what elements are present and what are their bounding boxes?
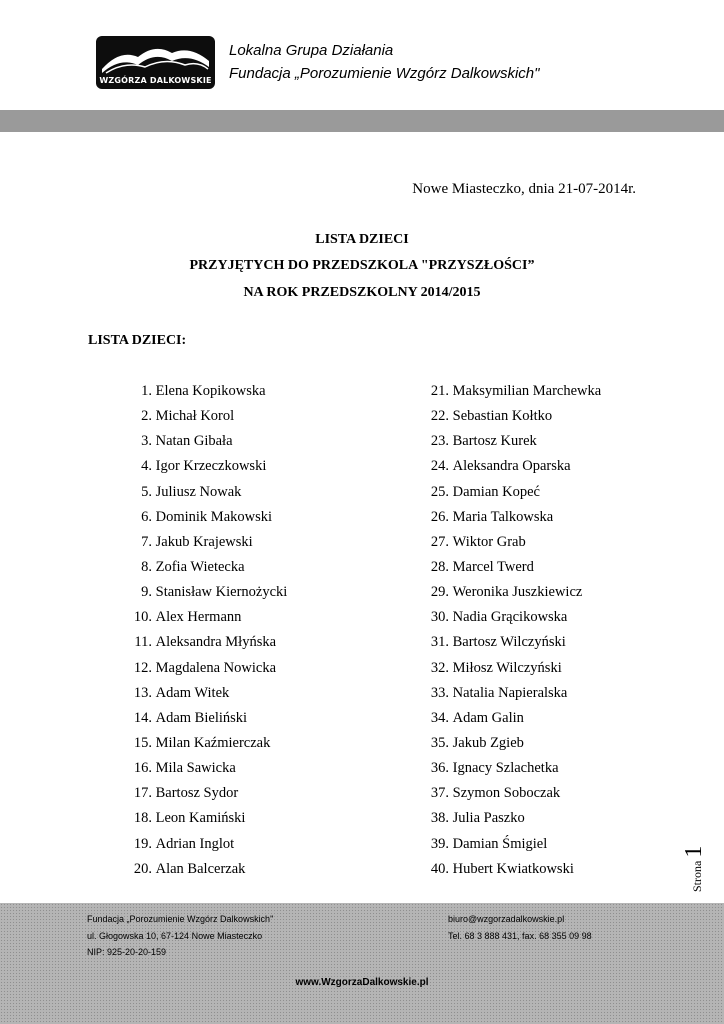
child-name: Natan Gibała bbox=[155, 433, 233, 450]
footer-nip: NIP: 925-20-20-159 bbox=[87, 947, 167, 957]
list-item bbox=[427, 482, 601, 507]
list-item-number: 33. bbox=[430, 684, 449, 701]
list-item-number: 14. bbox=[133, 709, 152, 726]
place-date: Nowe Miasteczko, dnia 21-07-2014r. bbox=[412, 181, 636, 197]
logo-text: WZGÓRZA DALKOWSKIE bbox=[99, 76, 212, 85]
list-item bbox=[427, 532, 601, 557]
list-item-number: 28. bbox=[430, 558, 449, 575]
child-name: Szymon Soboczak bbox=[452, 785, 561, 802]
child-name: Hubert Kwiatkowski bbox=[452, 860, 574, 877]
page-label: Strona bbox=[690, 860, 704, 892]
list-item bbox=[427, 582, 601, 607]
list-item-number: 29. bbox=[430, 584, 449, 601]
list-item bbox=[127, 859, 287, 884]
list-item bbox=[427, 783, 601, 808]
document-title-line: PRZYJĘTYCH DO PRZEDSZKOLA "PRZYSZŁOŚCI” bbox=[189, 258, 535, 273]
child-name: Aleksandra Młyńska bbox=[155, 634, 277, 651]
list-item-number: 36. bbox=[430, 760, 449, 777]
child-name: Jakub Krajewski bbox=[155, 533, 253, 550]
child-name: Stanisław Kiernożycki bbox=[155, 584, 288, 601]
org-name-line: Lokalna Grupa Działania bbox=[229, 42, 394, 59]
list-item bbox=[127, 808, 287, 833]
list-item-number: 13. bbox=[133, 684, 152, 701]
footer-website: www.WzgorzaDalkowskie.pl bbox=[295, 977, 429, 988]
list-item bbox=[127, 758, 287, 783]
list-item-number: 18. bbox=[133, 810, 152, 827]
header-divider-bar bbox=[0, 110, 724, 132]
list-item bbox=[127, 431, 287, 456]
document-title-line: NA ROK PRZEDSZKOLNY 2014/2015 bbox=[243, 285, 481, 300]
list-item-number: 3. bbox=[141, 433, 152, 450]
child-name: Magdalena Nowicka bbox=[155, 659, 277, 676]
child-name: Wiktor Grab bbox=[452, 533, 526, 550]
list-item bbox=[127, 834, 287, 859]
list-item-number: 2. bbox=[141, 408, 152, 425]
child-name: Damian Kopeć bbox=[452, 483, 540, 500]
list-item-number: 34. bbox=[430, 709, 449, 726]
child-name: Juliusz Nowak bbox=[155, 483, 242, 500]
list-item-number: 1. bbox=[141, 383, 152, 399]
page-number: 1 bbox=[681, 845, 707, 858]
footer-org-name: Fundacja „Porozumienie Wzgórz Dalkowskich" bbox=[87, 914, 274, 924]
child-name: Igor Krzeczkowski bbox=[155, 458, 267, 475]
list-item-number: 37. bbox=[430, 785, 449, 802]
child-name: Nadia Grącikowska bbox=[452, 609, 568, 626]
list-item-number: 35. bbox=[430, 734, 449, 751]
list-item-number: 7. bbox=[141, 533, 152, 550]
list-item bbox=[127, 607, 287, 632]
child-name: Alan Balcerzak bbox=[155, 860, 246, 877]
list-item-number: 4. bbox=[141, 458, 152, 475]
list-item-number: 6. bbox=[141, 508, 152, 525]
list-item-number: 26. bbox=[430, 508, 449, 525]
list-item-number: 16. bbox=[133, 760, 152, 777]
child-name: Maria Talkowska bbox=[452, 508, 554, 525]
list-item-number: 20. bbox=[133, 860, 152, 877]
child-name: Adam Bieliński bbox=[155, 709, 248, 726]
list-item bbox=[427, 406, 601, 431]
list-item bbox=[127, 783, 287, 808]
list-item bbox=[127, 683, 287, 708]
list-item-number: 11. bbox=[134, 634, 152, 651]
footer-address: ul. Głogowska 10, 67-124 Nowe Miasteczko bbox=[87, 931, 263, 941]
list-item bbox=[427, 808, 601, 833]
child-name: Alex Hermann bbox=[155, 609, 242, 626]
list-item-number: 15. bbox=[133, 734, 152, 751]
footer-phone-fax: Tel. 68 3 888 431, fax. 68 355 09 98 bbox=[448, 931, 592, 941]
child-name: Miłosz Wilczyński bbox=[452, 659, 562, 676]
list-item-number: 40. bbox=[430, 860, 449, 877]
list-item bbox=[427, 683, 601, 708]
list-item-number: 25. bbox=[430, 483, 449, 500]
list-item bbox=[127, 406, 287, 431]
list-item bbox=[127, 482, 287, 507]
list-item bbox=[127, 733, 287, 758]
child-name: Zofia Wietecka bbox=[155, 558, 245, 575]
list-item bbox=[427, 557, 601, 582]
list-item bbox=[427, 431, 601, 456]
list-item bbox=[427, 658, 601, 683]
child-name: Michał Korol bbox=[155, 408, 235, 425]
list-item-number: 12. bbox=[133, 659, 152, 676]
list-item-number: 19. bbox=[133, 835, 152, 852]
child-name: Julia Paszko bbox=[452, 810, 525, 827]
child-name: Dominik Makowski bbox=[155, 508, 273, 525]
list-item-number: 24. bbox=[430, 458, 449, 475]
child-name: Maksymilian Marchewka bbox=[452, 383, 602, 399]
child-name: Marcel Twerd bbox=[452, 558, 534, 575]
child-name: Weronika Juszkiewicz bbox=[452, 584, 583, 601]
list-item bbox=[427, 859, 601, 884]
foundation-name-line: Fundacja „Porozumienie Wzgórz Dalkowskich" bbox=[229, 65, 540, 82]
list-item bbox=[127, 582, 287, 607]
list-item bbox=[427, 456, 601, 481]
list-item bbox=[127, 381, 287, 406]
child-name: Sebastian Kołtko bbox=[452, 408, 553, 425]
list-item bbox=[127, 456, 287, 481]
list-item-number: 17. bbox=[133, 785, 152, 802]
child-name: Mila Sawicka bbox=[155, 760, 236, 777]
list-item-number: 31. bbox=[430, 634, 449, 651]
list-item bbox=[127, 532, 287, 557]
list-item bbox=[427, 381, 601, 406]
list-item-number: 39. bbox=[430, 835, 449, 852]
child-name: Jakub Zgieb bbox=[452, 734, 524, 751]
list-item bbox=[127, 632, 287, 657]
child-name: Bartosz Kurek bbox=[452, 433, 537, 450]
child-name: Adam Galin bbox=[452, 709, 524, 726]
child-name: Bartosz Wilczyński bbox=[452, 634, 566, 651]
list-heading: LISTA DZIECI: bbox=[88, 333, 187, 348]
list-item-number: 32. bbox=[430, 659, 449, 676]
child-name: Adrian Inglot bbox=[155, 835, 235, 852]
list-item bbox=[127, 708, 287, 733]
child-name: Elena Kopikowska bbox=[155, 383, 266, 399]
child-name: Damian Śmigiel bbox=[452, 835, 548, 852]
child-name: Ignacy Szlachetka bbox=[452, 760, 559, 777]
list-item-number: 22. bbox=[430, 408, 449, 425]
list-item-number: 27. bbox=[430, 533, 449, 550]
child-name: Aleksandra Oparska bbox=[452, 458, 571, 475]
child-name: Adam Witek bbox=[155, 684, 230, 701]
children-list-left bbox=[127, 381, 287, 884]
child-name: Leon Kamiński bbox=[155, 810, 246, 827]
page-footer bbox=[0, 903, 724, 1024]
organization-logo bbox=[96, 36, 215, 89]
list-item-number: 9. bbox=[141, 584, 152, 601]
page-number-marker bbox=[667, 832, 707, 892]
list-item bbox=[427, 733, 601, 758]
child-name: Milan Kaźmierczak bbox=[155, 734, 271, 751]
list-item bbox=[427, 708, 601, 733]
list-item bbox=[427, 632, 601, 657]
hills-logo-graphic bbox=[100, 39, 211, 75]
list-item bbox=[127, 507, 287, 532]
list-item bbox=[427, 758, 601, 783]
list-item-number: 21. bbox=[430, 383, 449, 399]
children-list-right bbox=[427, 381, 601, 884]
document-title-line: LISTA DZIECI bbox=[315, 232, 409, 247]
list-item bbox=[427, 607, 601, 632]
list-item bbox=[127, 557, 287, 582]
child-name: Bartosz Sydor bbox=[155, 785, 239, 802]
list-item-number: 23. bbox=[430, 433, 449, 450]
list-item bbox=[127, 658, 287, 683]
list-item-number: 8. bbox=[141, 558, 152, 575]
child-name: Natalia Napieralska bbox=[452, 684, 568, 701]
list-item-number: 38. bbox=[430, 810, 449, 827]
list-item-number: 5. bbox=[141, 483, 152, 500]
list-item bbox=[427, 507, 601, 532]
footer-email: biuro@wzgorzadalkowskie.pl bbox=[448, 914, 565, 924]
list-item bbox=[427, 834, 601, 859]
list-item-number: 30. bbox=[430, 609, 449, 626]
list-item-number: 10. bbox=[133, 609, 152, 626]
